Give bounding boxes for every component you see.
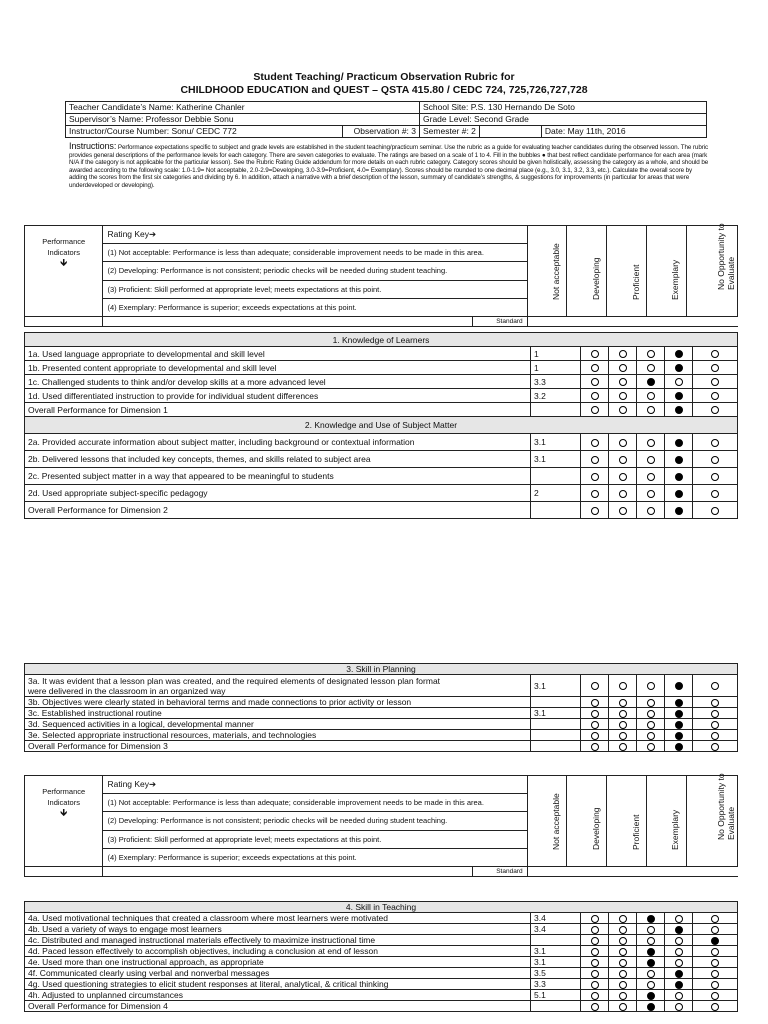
standard-header: Standard xyxy=(473,867,528,877)
indicator-label: 3e. Selected appropriate instructional resources, materials, and technologies xyxy=(25,730,531,741)
standard-value: 2 xyxy=(531,485,581,502)
col-exemplary: Exemplary xyxy=(646,776,686,867)
rubric-row xyxy=(25,1001,738,1012)
rating-bubble[interactable] xyxy=(591,378,599,386)
rating-bubble[interactable] xyxy=(647,456,655,464)
rating-bubble[interactable] xyxy=(619,948,627,956)
rating-bubble[interactable] xyxy=(619,721,627,729)
rating-bubble[interactable] xyxy=(647,937,655,945)
rating-bubble[interactable] xyxy=(647,732,655,740)
indicator-label: 2b. Delivered lessons that included key concepts, themes, and skills related to subject area xyxy=(25,451,531,468)
rubric-row xyxy=(25,979,738,990)
indicator-label: 3a. It was evident that a lesson plan was created, and the required elements of designated lesson plan format were delivered in the classroom in an organized way xyxy=(25,675,531,697)
rating-bubble[interactable] xyxy=(591,406,599,414)
observation-date: Date: May 11th, 2016 xyxy=(541,126,706,138)
standard-value xyxy=(531,502,581,519)
rating-bubble[interactable] xyxy=(675,364,683,372)
standard-value xyxy=(531,1001,581,1012)
down-arrow-icon: 🡻 xyxy=(60,258,68,269)
rating-bubble[interactable] xyxy=(711,732,719,740)
rating-bubble[interactable] xyxy=(711,392,719,400)
instructions-text: Performance expectations specific to subject and grade levels are established in the student teaching/practicum seminar. Use the rubric as a guide for evaluating teacher candidates during the observed lesson. The rubric provides general descriptions of the performance levels for each category. There are seven categories to evaluate. The ratings are based on a scale of 1 to 4. Fill in the bubbles ● that best reflect candidate performance for each area (mark N/A if the category is not applicable for the particular lesson). See the Rubric Rating Guide addendum for more details on each rubric category. Category scores should be given holistically, assessing the category as a whole, and should be awarded according to the following scale: 1.0-1.9= Not acceptable, 2.0-2.9=Developing, 3.0-3.9=Proficient, 4.0= Exemplary). Scores should be rounded to one decimal place (e.g., 3.0, 3.1, 3.2, 3.3, etc.). Calculate the overall score by adding the scores from the first six categories and dividing by 6. In addition, attach a narrative with a brief description of the lesson, summary of candidate’s strengths, & suggestions for improvements (in particular for areas that were underdeveloped or developing). xyxy=(69,144,709,189)
rubric-row xyxy=(25,434,738,451)
indicator-label: 3c. Established instructional routine xyxy=(25,708,531,719)
rating-level-3: (3) Proficient: Skill performed at appropriate level; meets expectations at this point. xyxy=(103,830,527,848)
rating-bubble[interactable] xyxy=(675,490,683,498)
grid-dimension-3 xyxy=(24,663,738,752)
rating-bubble[interactable] xyxy=(675,1003,683,1011)
supervisor-name: Supervisor’s Name: Professor Debbie Sonu xyxy=(66,114,420,126)
rubric-row xyxy=(25,719,738,730)
rating-bubble[interactable] xyxy=(675,682,683,690)
candidate-info-table xyxy=(65,101,707,138)
standard-value: 3.1 xyxy=(531,946,581,957)
rating-bubble[interactable] xyxy=(591,392,599,400)
rating-bubble[interactable] xyxy=(675,699,683,707)
rating-bubble[interactable] xyxy=(647,490,655,498)
rubric-row xyxy=(25,913,738,924)
rubric-row xyxy=(25,957,738,968)
rating-bubble[interactable] xyxy=(675,992,683,1000)
rating-bubble[interactable] xyxy=(619,378,627,386)
rating-bubble[interactable] xyxy=(591,699,599,707)
col-proficient: Proficient xyxy=(607,226,647,317)
col-no-opportunity: No Opportunity to Evaluate xyxy=(686,776,737,867)
standard-value: 1 xyxy=(531,347,581,361)
semester-number: Semester #: 2 xyxy=(420,126,480,138)
rating-bubble[interactable] xyxy=(647,507,655,515)
standard-value: 3.1 xyxy=(531,451,581,468)
rating-bubble[interactable] xyxy=(711,699,719,707)
down-arrow-icon: 🡻 xyxy=(60,808,68,819)
rating-bubble[interactable] xyxy=(647,439,655,447)
rating-bubble[interactable] xyxy=(619,364,627,372)
rating-bubble[interactable] xyxy=(591,1003,599,1011)
rating-bubble[interactable] xyxy=(675,507,683,515)
rating-bubble[interactable] xyxy=(675,915,683,923)
col-exemplary: Exemplary xyxy=(646,226,686,317)
rating-bubble[interactable] xyxy=(647,992,655,1000)
section-header: 4. Skill in Teaching xyxy=(25,902,738,913)
rubric-row xyxy=(25,502,738,519)
rating-bubble[interactable] xyxy=(591,364,599,372)
indicator-label: 3d. Sequenced activities in a logical, developmental manner xyxy=(25,719,531,730)
rating-bubble[interactable] xyxy=(591,948,599,956)
indicator-label: 3b. Objectives were clearly stated in behavioral terms and made connections to prior activity or lesson xyxy=(25,697,531,708)
indicator-label: 4a. Used motivational techniques that created a classroom where most learners were motivated xyxy=(25,913,531,924)
grid-dimension-1-2 xyxy=(24,332,738,519)
rating-bubble[interactable] xyxy=(619,439,627,447)
rating-bubble[interactable] xyxy=(619,710,627,718)
rating-bubble[interactable] xyxy=(591,721,599,729)
school-site: School Site: P.S. 130 Hernando De Soto xyxy=(420,102,707,114)
section-header: 3. Skill in Planning xyxy=(25,664,738,675)
rating-bubble[interactable] xyxy=(675,350,683,358)
standard-value xyxy=(531,468,581,485)
standard-value: 3.1 xyxy=(531,434,581,451)
col-not-acceptable: Not acceptable xyxy=(527,226,567,317)
rubric-row xyxy=(25,675,738,697)
rating-bubble[interactable] xyxy=(711,378,719,386)
rating-bubble[interactable] xyxy=(675,732,683,740)
standard-value: 3.3 xyxy=(531,979,581,990)
rubric-row xyxy=(25,708,738,719)
rubric-row xyxy=(25,730,738,741)
rating-bubble[interactable] xyxy=(675,473,683,481)
rubric-row xyxy=(25,485,738,502)
rubric-row xyxy=(25,361,738,375)
standard-value xyxy=(531,403,581,417)
rating-bubble[interactable] xyxy=(647,350,655,358)
rubric-title: Student Teaching/ Practicum Observation Rubric for xyxy=(253,71,515,83)
col-proficient: Proficient xyxy=(607,776,647,867)
rating-bubble[interactable] xyxy=(591,490,599,498)
rating-bubble[interactable] xyxy=(619,937,627,945)
grid-dimension-4 xyxy=(24,901,738,1012)
rating-bubble[interactable] xyxy=(647,970,655,978)
rating-bubble[interactable] xyxy=(619,350,627,358)
rating-bubble[interactable] xyxy=(711,915,719,923)
rating-bubble[interactable] xyxy=(675,926,683,934)
rating-bubble[interactable] xyxy=(675,959,683,967)
rating-bubble[interactable] xyxy=(647,473,655,481)
standard-value xyxy=(531,935,581,946)
rating-bubble[interactable] xyxy=(711,743,719,751)
rating-level-2: (2) Developing: Performance is not consistent; periodic checks will be needed during student teaching. xyxy=(103,812,527,830)
rating-bubble[interactable] xyxy=(675,970,683,978)
rubric-row xyxy=(25,347,738,361)
rating-bubble[interactable] xyxy=(711,981,719,989)
rating-bubble[interactable] xyxy=(591,992,599,1000)
rating-bubble[interactable] xyxy=(591,439,599,447)
rubric-subtitle: CHILDHOOD EDUCATION and QUEST – QSTA 415.80 / CEDC 724, 725,726,727,728 xyxy=(180,84,588,96)
rating-bubble[interactable] xyxy=(619,970,627,978)
rating-bubble[interactable] xyxy=(711,350,719,358)
rating-bubble[interactable] xyxy=(675,721,683,729)
rating-bubble[interactable] xyxy=(675,378,683,386)
rating-bubble[interactable] xyxy=(591,682,599,690)
rubric-row xyxy=(25,375,738,389)
arrow-icon: ➔ xyxy=(149,779,157,790)
standard-value: 3.1 xyxy=(531,957,581,968)
indicator-label: 4c. Distributed and managed instructional materials effectively to maximize instructional time xyxy=(25,935,531,946)
rating-bubble[interactable] xyxy=(619,490,627,498)
rating-bubble[interactable] xyxy=(619,699,627,707)
rating-bubble[interactable] xyxy=(711,948,719,956)
rubric-row xyxy=(25,946,738,957)
rating-bubble[interactable] xyxy=(711,959,719,967)
rating-bubble[interactable] xyxy=(647,948,655,956)
rating-bubble[interactable] xyxy=(675,392,683,400)
rating-bubble[interactable] xyxy=(711,682,719,690)
rating-bubble[interactable] xyxy=(675,406,683,414)
rating-key-title: Rating Key➔ xyxy=(103,226,527,244)
rating-bubble[interactable] xyxy=(591,710,599,718)
rubric-row xyxy=(25,468,738,485)
standard-value xyxy=(531,741,581,752)
indicator-label: 1b. Presented content appropriate to developmental and skill level xyxy=(25,361,531,375)
rating-bubble[interactable] xyxy=(647,959,655,967)
rating-bubble[interactable] xyxy=(711,992,719,1000)
standard-value: 3.4 xyxy=(531,913,581,924)
rating-bubble[interactable] xyxy=(711,937,719,945)
rating-bubble[interactable] xyxy=(619,981,627,989)
standard-value: 3.4 xyxy=(531,924,581,935)
rating-bubble[interactable] xyxy=(591,926,599,934)
indicator-label: Overall Performance for Dimension 3 xyxy=(25,741,531,752)
standard-value xyxy=(531,719,581,730)
rating-bubble[interactable] xyxy=(591,507,599,515)
rating-bubble[interactable] xyxy=(675,981,683,989)
rating-bubble[interactable] xyxy=(675,439,683,447)
rubric-row xyxy=(25,451,738,468)
rating-bubble[interactable] xyxy=(711,439,719,447)
indicator-label: 4f. Communicated clearly using verbal and nonverbal messages xyxy=(25,968,531,979)
indicator-label: 2c. Presented subject matter in a way that appeared to be meaningful to students xyxy=(25,468,531,485)
indicator-label: 4g. Used questioning strategies to elicit student responses at literal, analytical, & critical thinking xyxy=(25,979,531,990)
rating-level-2: (2) Developing: Performance is not consistent; periodic checks will be needed during student teaching. xyxy=(103,262,527,280)
standard-value: 5.1 xyxy=(531,990,581,1001)
grade-level: Grade Level: Second Grade xyxy=(420,114,707,126)
rating-bubble[interactable] xyxy=(647,364,655,372)
rating-bubble[interactable] xyxy=(675,948,683,956)
rating-bubble[interactable] xyxy=(619,959,627,967)
rating-bubble[interactable] xyxy=(711,473,719,481)
rating-bubble[interactable] xyxy=(591,981,599,989)
indicator-label: 1c. Challenged students to think and/or develop skills at a more advanced level xyxy=(25,375,531,389)
rating-bubble[interactable] xyxy=(591,970,599,978)
rating-bubble[interactable] xyxy=(711,456,719,464)
indicator-label: 4e. Used more than one instructional approach, as appropriate xyxy=(25,957,531,968)
indicator-label: Overall Performance for Dimension 1 xyxy=(25,403,531,417)
rating-bubble[interactable] xyxy=(675,743,683,751)
instructions-lead: Instructions: xyxy=(69,141,117,151)
rating-bubble[interactable] xyxy=(591,473,599,481)
section-header: 2. Knowledge and Use of Subject Matter xyxy=(25,417,738,434)
rating-bubble[interactable] xyxy=(619,456,627,464)
standard-value: 3.3 xyxy=(531,375,581,389)
rating-bubble[interactable] xyxy=(647,926,655,934)
rating-bubble[interactable] xyxy=(647,721,655,729)
rubric-row xyxy=(25,968,738,979)
observation-number: Observation #: 3 xyxy=(343,126,420,138)
rating-bubble[interactable] xyxy=(619,1003,627,1011)
rating-bubble[interactable] xyxy=(711,970,719,978)
rating-bubble[interactable] xyxy=(619,682,627,690)
rating-bubble[interactable] xyxy=(711,507,719,515)
indicator-label: 4d. Paced lesson effectively to accomplish objectives, including a conclusion at end of lesson xyxy=(25,946,531,957)
indicator-label: Overall Performance for Dimension 4 xyxy=(25,1001,531,1012)
rating-bubble[interactable] xyxy=(647,682,655,690)
rubric-row xyxy=(25,935,738,946)
col-developing: Developing xyxy=(567,776,607,867)
rubric-row xyxy=(25,403,738,417)
rating-bubble[interactable] xyxy=(647,915,655,923)
rating-bubble[interactable] xyxy=(647,981,655,989)
rating-bubble[interactable] xyxy=(711,721,719,729)
rating-bubble[interactable] xyxy=(619,732,627,740)
rating-bubble[interactable] xyxy=(711,490,719,498)
instructor-course: Instructor/Course Number: Sonu/ CEDC 772 xyxy=(66,126,343,138)
rating-bubble[interactable] xyxy=(675,937,683,945)
rating-bubble[interactable] xyxy=(591,732,599,740)
rating-bubble[interactable] xyxy=(591,743,599,751)
section-header: 1. Knowledge of Learners xyxy=(25,333,738,347)
rubric-row xyxy=(25,741,738,752)
standard-value: 1 xyxy=(531,361,581,375)
rating-bubble[interactable] xyxy=(647,699,655,707)
rating-bubble[interactable] xyxy=(591,937,599,945)
rating-key-title: Rating Key➔ xyxy=(103,776,527,794)
performance-indicators-header: Performance Indicators 🡻 xyxy=(25,776,103,867)
rating-key-table-2 xyxy=(24,775,738,877)
rating-bubble[interactable] xyxy=(619,926,627,934)
standard-value: 3.5 xyxy=(531,968,581,979)
rating-bubble[interactable] xyxy=(591,350,599,358)
rating-bubble[interactable] xyxy=(647,743,655,751)
instructions-block xyxy=(69,143,709,190)
rating-bubble[interactable] xyxy=(619,406,627,414)
performance-indicators-header: Performance Indicators 🡻 xyxy=(25,226,103,317)
rating-bubble[interactable] xyxy=(591,915,599,923)
col-developing: Developing xyxy=(567,226,607,317)
rubric-row xyxy=(25,389,738,403)
standard-value: 3.2 xyxy=(531,389,581,403)
indicator-label: 4b. Used a variety of ways to engage most learners xyxy=(25,924,531,935)
rating-bubble[interactable] xyxy=(711,1003,719,1011)
rating-bubble[interactable] xyxy=(619,915,627,923)
standard-header: Standard xyxy=(473,317,528,327)
candidate-name: Teacher Candidate’s Name: Katherine Chanler xyxy=(66,102,420,114)
indicator-label: 4h. Adjusted to unplanned circumstances xyxy=(25,990,531,1001)
rating-key-table xyxy=(24,225,738,327)
indicator-label: 2d. Used appropriate subject-specific pedagogy xyxy=(25,485,531,502)
rating-bubble[interactable] xyxy=(647,1003,655,1011)
standard-value: 3.1 xyxy=(531,675,581,697)
rating-bubble[interactable] xyxy=(647,406,655,414)
col-no-opportunity: No Opportunity to Evaluate xyxy=(686,226,737,317)
rating-bubble[interactable] xyxy=(711,406,719,414)
standard-value xyxy=(531,730,581,741)
rating-level-1: (1) Not acceptable: Performance is less than adequate; considerable improvement needs to be made in this area. xyxy=(103,794,527,812)
rubric-row xyxy=(25,990,738,1001)
rating-bubble[interactable] xyxy=(711,926,719,934)
rating-bubble[interactable] xyxy=(619,743,627,751)
rating-bubble[interactable] xyxy=(619,392,627,400)
rating-level-1: (1) Not acceptable: Performance is less than adequate; considerable improvement needs to be made in this area. xyxy=(103,244,527,262)
rating-level-3: (3) Proficient: Skill performed at appropriate level; meets expectations at this point. xyxy=(103,280,527,298)
rubric-row xyxy=(25,697,738,708)
rating-bubble[interactable] xyxy=(647,378,655,386)
indicator-label: Overall Performance for Dimension 2 xyxy=(25,502,531,519)
rating-level-4: (4) Exemplary: Performance is superior; exceeds expectations at this point. xyxy=(103,848,527,866)
rating-bubble[interactable] xyxy=(647,392,655,400)
rating-bubble[interactable] xyxy=(675,710,683,718)
rating-bubble[interactable] xyxy=(591,456,599,464)
rubric-row xyxy=(25,924,738,935)
arrow-icon: ➔ xyxy=(149,229,157,240)
rating-bubble[interactable] xyxy=(675,456,683,464)
col-not-acceptable: Not acceptable xyxy=(527,776,567,867)
indicator-label: 1a. Used language appropriate to developmental and skill level xyxy=(25,347,531,361)
rating-bubble[interactable] xyxy=(619,507,627,515)
rating-bubble[interactable] xyxy=(591,959,599,967)
rating-bubble[interactable] xyxy=(711,364,719,372)
indicator-label: 2a. Provided accurate information about subject matter, including background or contextual information xyxy=(25,434,531,451)
indicator-label: 1d. Used differentiated instruction to provide for individual student differences xyxy=(25,389,531,403)
rating-bubble[interactable] xyxy=(711,710,719,718)
rating-bubble[interactable] xyxy=(619,992,627,1000)
standard-value: 3.1 xyxy=(531,708,581,719)
rating-bubble[interactable] xyxy=(647,710,655,718)
rating-bubble[interactable] xyxy=(619,473,627,481)
rating-level-4: (4) Exemplary: Performance is superior; exceeds expectations at this point. xyxy=(103,298,527,316)
standard-value xyxy=(531,697,581,708)
